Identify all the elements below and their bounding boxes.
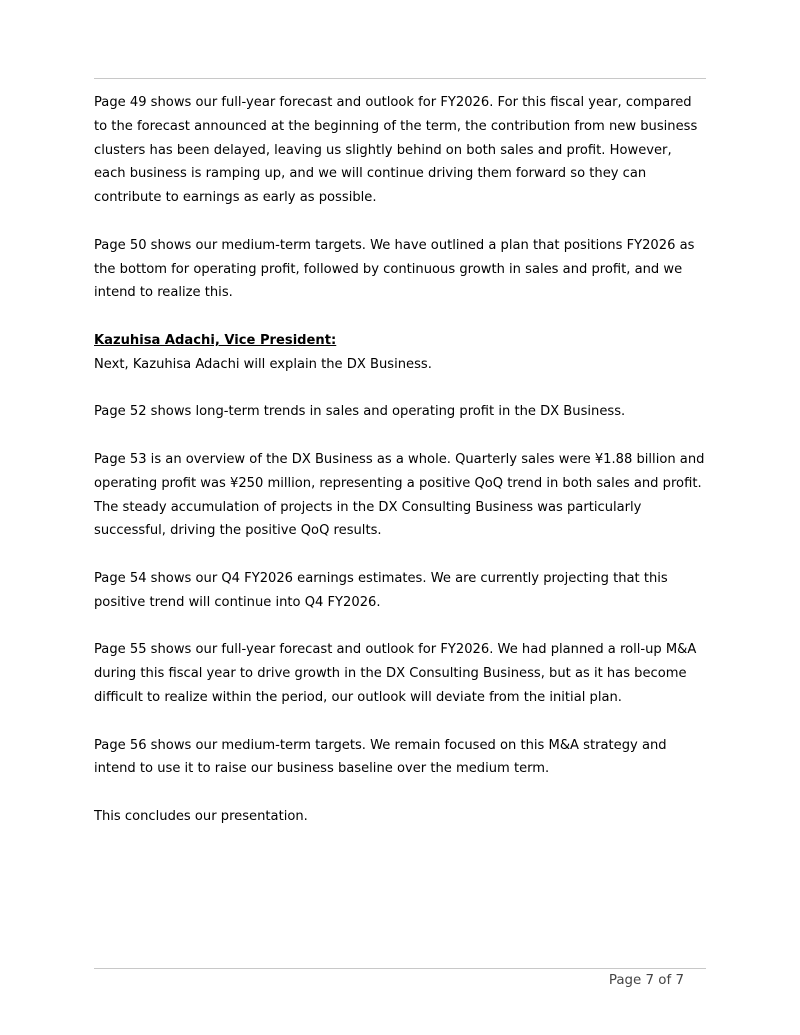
paragraph-page-55: Page 55 shows our full-year forecast and outlook for FY2026. We had planned a roll-up M&A during this fiscal year to drive growth in the DX Consulting Business, but as it has become difficult to realize within the period, our outlook will deviate from the initial plan. (94, 642, 697, 705)
paragraph-page-54: Page 54 shows our Q4 FY2026 earnings estimates. We are currently projecting that this positive trend will continue into Q4 FY2026. (94, 570, 668, 610)
speaker-section (94, 329, 706, 377)
paragraph-page-50: Page 50 shows our medium-term targets. We have outlined a plan that positions FY2026 as the bottom for operating profit, followed by continuous growth in sales and profit, and we intend to realize this. (94, 237, 695, 301)
footer-divider (94, 968, 706, 969)
document-body (94, 91, 706, 853)
paragraph-page-53: Page 53 is an overview of the DX Business as a whole. Quarterly sales were ¥1.88 billion and operating profit was ¥250 million, representing a positive QoQ trend in both sales and profit. The steady accumulation of projects in the DX Consulting Business was particularly successful, driving the positive QoQ results. (94, 451, 705, 539)
speaker-intro: Next, Kazuhisa Adachi will explain the DX Business. (94, 356, 432, 372)
paragraph-page-56: Page 56 shows our medium-term targets. We remain focused on this M&A strategy and intend to use it to raise our business baseline over the medium term. (94, 737, 667, 777)
speaker-name: Kazuhisa Adachi, Vice President: (94, 332, 337, 348)
paragraph-page-52: Page 52 shows long-term trends in sales and operating profit in the DX Business. (94, 404, 626, 420)
paragraph-page-49: Page 49 shows our full-year forecast and outlook for FY2026. For this fiscal year, compared to the forecast announced at the beginning of the term, the contribution from new business clusters has been delayed, leaving us slightly behind on both sales and profit. However, each business is ramping up, and we will continue driving them forward so they can contribute to earnings as early as possible. (94, 95, 698, 206)
page-number: Page 7 of 7 (608, 973, 684, 988)
header-divider (94, 78, 706, 79)
paragraph-conclusion: This concludes our presentation. (94, 808, 308, 824)
